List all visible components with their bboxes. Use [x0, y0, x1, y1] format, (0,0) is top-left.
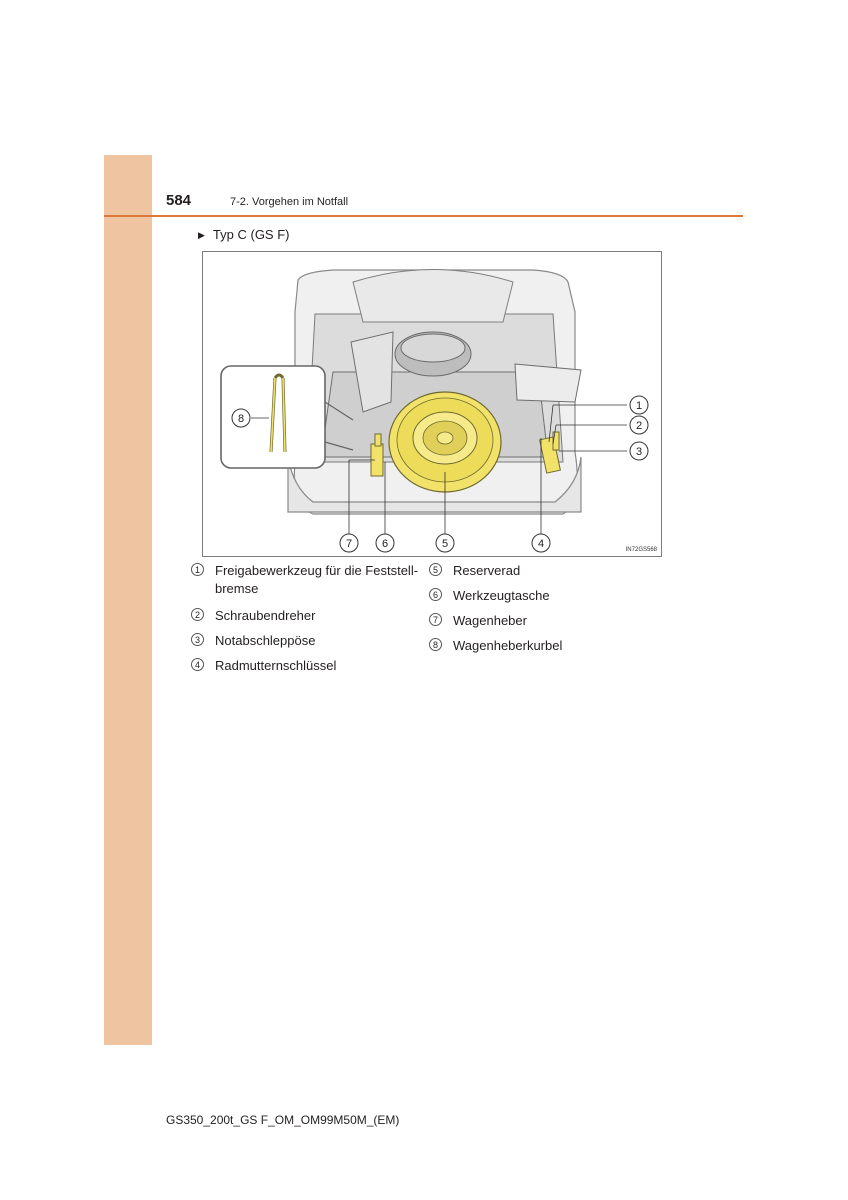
legend-number-6: 6	[429, 588, 442, 601]
callout-5-label: 5	[441, 538, 449, 550]
legend-number-4: 4	[191, 658, 204, 671]
legend-number-2: 2	[191, 608, 204, 621]
legend-text-2: Schraubendreher	[215, 608, 316, 623]
legend-text-1-line1: Freigabewerkzeug für die Feststell-	[215, 563, 419, 578]
legend-text-4: Radmutternschlüssel	[215, 658, 337, 673]
legend-text-5: Reserverad	[453, 563, 521, 578]
callout-1-label: 1	[635, 400, 643, 412]
legend-right	[429, 562, 649, 662]
legend-text-7: Wagenheber	[453, 613, 527, 628]
legend-text-1	[215, 562, 418, 598]
legend-number-7: 7	[429, 613, 442, 626]
callout-4-label: 4	[537, 538, 545, 550]
footer-document-code: GS350_200t_GS F_OM_OM99M50M_(EM)	[166, 1113, 400, 1127]
side-color-band	[104, 155, 152, 1045]
header-rule	[104, 215, 743, 217]
page-number: 584	[166, 192, 192, 209]
legend-text-1-line2: bremse	[215, 581, 259, 597]
callout-7-label: 7	[345, 538, 353, 550]
section-title: 7-2. Vorgehen im Notfall	[230, 196, 349, 208]
legend-text-6: Werkzeugtasche	[453, 588, 550, 603]
callout-3-label: 3	[635, 446, 643, 458]
legend-number-5: 5	[429, 563, 442, 576]
subheading-text: Typ C (GS F)	[212, 227, 290, 242]
subheading	[198, 227, 289, 242]
figure-code: IN72GS568	[625, 547, 657, 553]
legend-text-8: Wagenheberkurbel	[453, 638, 563, 653]
legend-number-1: 1	[191, 563, 204, 576]
triangle-bullet-icon: ▶	[198, 230, 205, 240]
callout-2-label: 2	[635, 420, 643, 432]
legend-text-3: Notabschleppöse	[215, 633, 316, 648]
trunk-drawing	[203, 252, 662, 557]
callout-6-label: 6	[381, 538, 389, 550]
callout-8-label: 8	[237, 413, 245, 425]
trunk-illustration	[202, 251, 662, 557]
legend-number-3: 3	[191, 633, 204, 646]
legend-number-8: 8	[429, 638, 442, 651]
legend-left	[191, 562, 421, 682]
